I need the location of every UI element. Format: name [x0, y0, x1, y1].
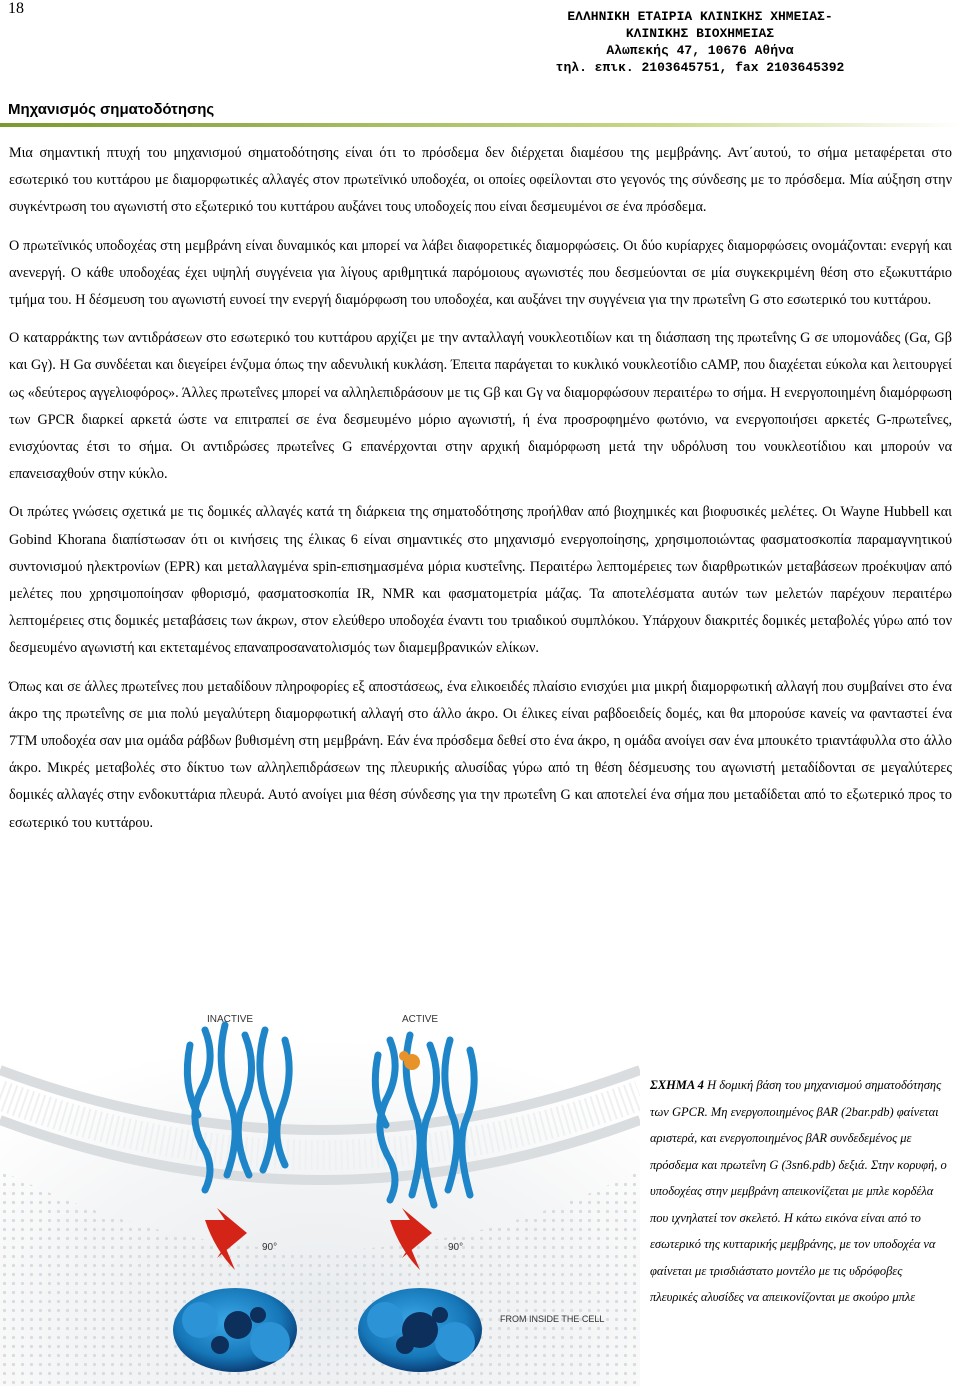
figure-caption: [650, 1072, 950, 1311]
paragraph: Ο καταρράκτης των αντιδράσεων στο εσωτερικό του κυττάρου αρχίζει με την ανταλλαγή νουκλεοτιδίων και τη διάσπαση της πρωτεΐνης G σε υπομονάδες (Gα, Gβ και Gγ). Η Gα συνδέεται και διεγείρει ένζυμα όπως την αδενυλική κυκλάση. Έπειτα παράγεται το κυκλικό νουκλεοτίδιο cAMP, που διαχέεται εύκολα και λειτουργεί ως «δεύτερος αγγελιοφόρος». Άλλες πρωτεΐνες μπορεί να αλληλεπιδράσουν με τις Gβ και Gγ να διαμορφώσουν περαιτέρω το σήμα. Η ενεργοποιημένη διαμόρφωση των GPCR διαρκεί αρκετά ώστε να επιτραπεί σε ένα δεσμευμένο μόριο αγωνιστή, ή ένα προσροφημένο φωτόνιο, να ενεργοποιήσει αρκετές G-πρωτεΐνες, ενισχύοντας έτσι το σήμα. Οι αντιδρώσες πρωτεΐνες G επανέρχονται στην αρχική διαμόρφωση μετά την υδρόλυση του νουκλεοτίδιου και μπορούν να επανεισαχθούν στην κύκλο.: [9, 330, 952, 483]
gpcr-illustration: [0, 1000, 640, 1386]
inactive-receptor-surface-model: [173, 1288, 297, 1372]
active-label: ACTIVE: [401, 1014, 439, 1025]
paragraph: Οι πρώτες γνώσεις σχετικά με τις δομικές αλλαγές κατά τη διάρκεια της σηματοδότησης προήλθαν από βιοχημικές και βιοφυσικές μελέτες. Οι Wayne Hubbell και Gobind Khorana διαπίστωσαν ότι οι κινήσεις της έλικας 6 είναι σημαντικές στο μηχανισμό ενεργοποίησης, χρησιμοποιώντας φασματοσκοπία παραμαγνητικού συντονισμού ηλεκτρονίων (EPR) και μεταλλαγμένα spin-επισημασμένα μόρια κυστεΐνης. Περαιτέρω λεπτομέρειες των διαρθρωτικών μεταβάσεων προέκυψαν από μελέτες που χρησιμοποίησαν φθορισμό, φασματοσκοπία IR, NMR και φασματομετρία μάζας. Τα αποτελέσματα αυτών των μελετών παρέχουν περαιτέρω λεπτομέρειες στις δομικές μεταβάσεις των άκρων, στον ελεύθερο υποδοχέα έναντι του τριαδικού συμπλόκου. Υπάρχουν διακριτές δομικές μεταβολές γύρω από τον δεσμευμένο αγωνιστή και εκτεταμένος επαναπροσανατολισμός των διαμεμβρανικών ελίκων.: [9, 504, 952, 657]
header-contact: τηλ. επικ. 2103645751, fax 2103645392: [555, 60, 845, 75]
gpcr-figure: [0, 1000, 640, 1386]
inside-cell-label: FROM INSIDE THE CELL: [500, 1314, 605, 1324]
paragraph: Ο πρωτεϊνικός υποδοχέας στη μεμβράνη είναι δυναμικός και μπορεί να λάβει διαφορετικές διαμορφώσεις. Οι δύο κυρίαρχες διαμορφώσεις ονομάζονται: ενεργή και ανενεργή. Ο κάθε υποδοχέας έχει υψηλή συγγένεια για λίγους αριθμητικά παρόμοιους αγωνιστές που δεσμεύονται σε μία συγκεκριμένη θέση στο εξωκυττάριο τμήμα του. Η δέσμευση του αγωνιστή ευνοεί την ενεργή διαμόρφωση του υποδοχέα, και αυξάνει την συγγένεια για την πρωτεΐνη G στο εσωτερικό του κυττάρου.: [9, 237, 952, 309]
active-receptor-surface-model: [358, 1288, 482, 1372]
header-line-1: ΕΛΛΗΝΙΚΗ ΕΤΑΙΡΙΑ ΚΛΙΝΙΚΗΣ ΧΗΜΕΙΑΣ-: [567, 9, 833, 24]
paragraph: Όπως και σε άλλες πρωτεΐνες που μεταδίδουν πληροφορίες εξ αποστάσεως, ένα ελικοειδές πλαίσιο ενισχύει μια μικρή διαμορφωτική αλλαγή που συμβαίνει στο ένα άκρο της πρωτεΐνης σε μια πολύ μεγαλύτερη διαμορφωτική αλλαγή στο άλλο άκρο. Οι έλικες είναι ραβδοειδείς δομές, και θα μπορούσε κανείς να φανταστεί ένα 7TM υποδοχέα σαν μια ομάδα ράβδων βυθισμένη στη μεμβράνη. Εάν ένα πρόσδεμα δεθεί στο ένα άκρο, η ομάδα ανοίγει σαν ένα μπουκέτο τριαντάφυλλα στο άλλο άκρο. Μικρές μεταβολές στο δίκτυο των αλληλεπιδράσεων της πλευρικής αλυσίδας γύρω από τη θέση δέσμευσης του αγωνιστή μεταδίδονται σε μεγαλύτερες δομικές αλλαγές στην ενδοκυττάρια πλευρά. Αυτό ανοίγει μια θέση σύνδεσης για την πρωτεΐνη G και αποτελεί ένα σήμα που μεταδίδεται από το εξωτερικό προς το εσωτερικό του κυττάρου.: [9, 678, 952, 831]
caption-label: ΣΧΗΜΑ 4: [650, 1078, 704, 1092]
header-divider: [0, 123, 960, 127]
page-number: 18: [8, 0, 24, 17]
header-address: Αλωπεκής 47, 10676 Αθήνα: [606, 43, 794, 58]
organization-header: [540, 8, 860, 76]
inactive-label: INACTIVE: [206, 1014, 254, 1025]
section-title: Μηχανισμός σηματοδότησης: [8, 101, 215, 118]
rotation-angle-right: 90°: [448, 1242, 464, 1253]
paragraph: Μια σημαντική πτυχή του μηχανισμού σηματοδότησης είναι ότι το πρόσδεμα δεν διέρχεται διαμέσου της μεμβράνης. Αντ΄αυτού, το σήμα μεταφέρεται στο εσωτερικό του κυττάρου με διαμορφωτικές αλλαγές στον πρωτεϊνικό υποδοχέα, οι οποίες οφείλονται στο γεγονός της σύνδεσης με το πρόσδεμα. Μία αύξηση στην συγκέντρωση του αγωνιστή στο εξωτερικό του κυττάρου αυξάνει τους υποδοχείς που είναι δεσμευμένοι σε ένα πρόσδεμα.: [9, 145, 952, 216]
body-text: [9, 140, 952, 848]
header-line-2: ΚΛΙΝΙΚΗΣ ΒΙΟΧΗΜΕΙΑΣ: [625, 26, 775, 41]
rotation-angle-left: 90°: [262, 1242, 278, 1253]
agonist-molecule: [399, 1051, 409, 1061]
caption-text: Η δομική βάση του μηχανισμού σηματοδότησης των GPCR. Μη ενεργοποιημένος βAR (2bar.pdb) φαίνεται αριστερά, και ενεργοποιημένος βAR συνδεδεμένος με πρόσδεμα και πρωτεΐνη G (3sn6.pdb) δεξιά. Στην κορυφή, ο υποδοχέας στην μεμβράνη απεικονίζεται με μπλε κορδέλα που ιχνηλατεί τον σκελετό. Η κάτω εικόνα είναι από το εσωτερικό της κυτταρικής μεμβράνης, με τον υποδοχέα να φαίνεται με τρισδιάστατο μοντέλο με τις υδρόφοβες πλευρικές αλυσίδες να απεικονίζονται με σκούρο μπλε: [650, 1078, 947, 1304]
